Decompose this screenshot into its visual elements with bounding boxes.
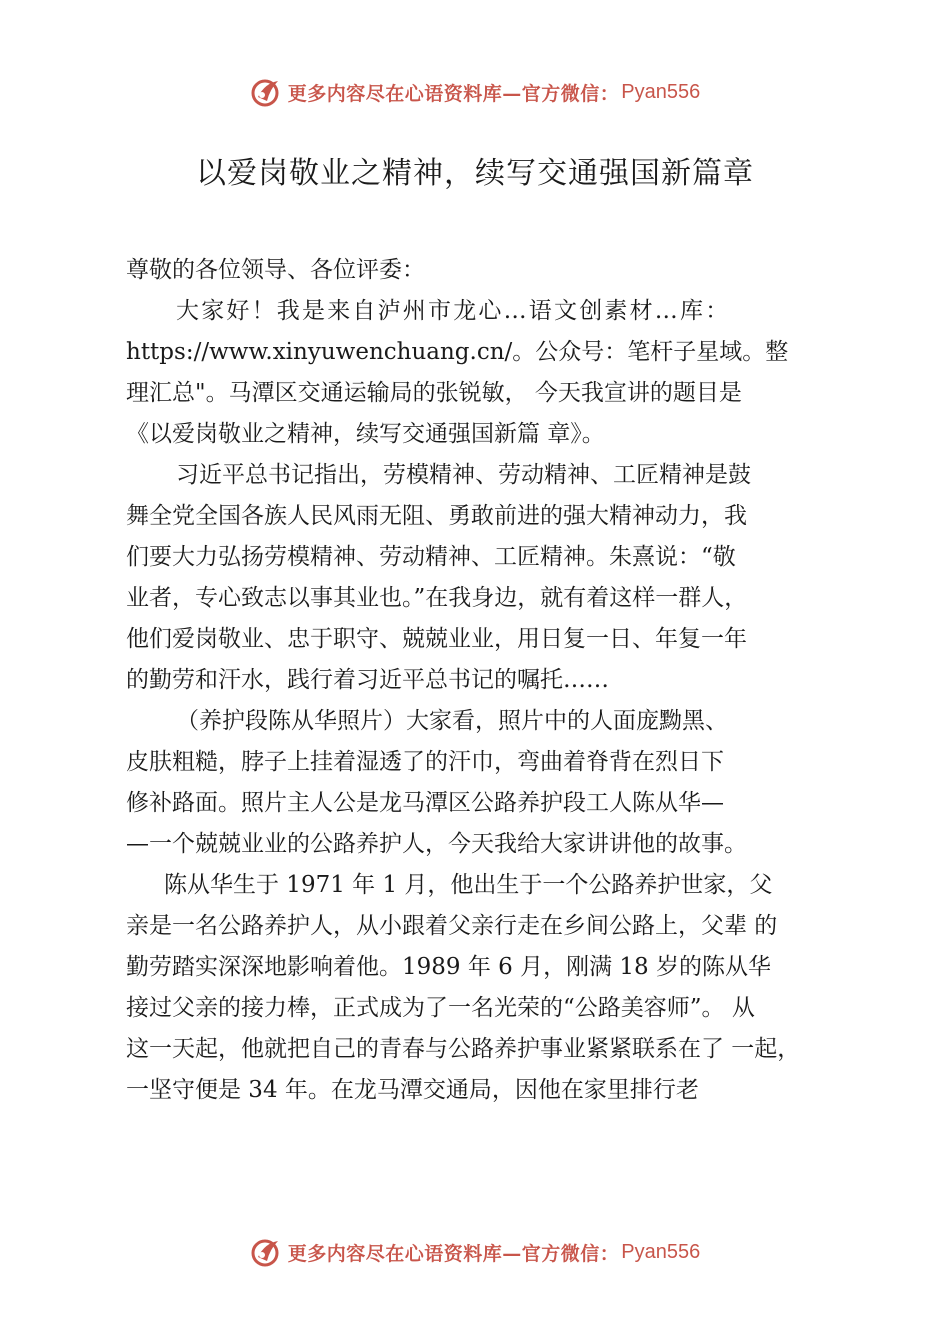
watermark-id: Pyan556 [621,80,701,103]
text-line: 业者，专心致志以事其业也。”在我身边，就有着这样一群人， [126,585,748,611]
watermark-id: Pyan556 [621,1240,701,1263]
text-line: 一坚守便是 34 年。在龙马潭交通局，因他在家里排行老 [126,1077,699,1103]
text-line: —一个兢兢业业的公路养护人，今天我给大家讲讲他的故事。 [126,831,747,857]
brand-logo-icon [250,1235,284,1269]
brand-logo-icon [250,75,284,109]
text-line: 接过父亲的接力棒，正式成为了一名光荣的“公路美容师”。 从 [126,995,755,1021]
text-line: 修补路面。照片主人公是龙马潭区公路养护段工人陈从华— [126,790,724,816]
text-line: 理汇总"。马潭区交通运输局的张锐敏， 今天我宣讲的题目是 [126,380,742,406]
watermark-text: 更多内容尽在心语资料库—官方微信： [287,1242,620,1265]
text-line: 的勤劳和汗水，践行着习近平总书记的嘱托…… [126,667,609,693]
text-line: 《以爱岗敬业之精神，续写交通强国新篇 章》。 [126,421,605,447]
text-line: 舞全党全国各族人民风雨无阻、勇敢前进的强大精神动力，我 [126,503,747,529]
watermark-banner-bottom [0,1232,950,1272]
document-title: 以爱岗敬业之精神，续写交通强国新篇章 [196,156,754,191]
text-line: 大家好！我是来自泸州市龙心…语文创素材…库： [176,298,731,324]
text-line: 习近平总书记指出，劳模精神、劳动精神、工匠精神是鼓 [176,462,751,488]
text-line: 尊敬的各位领导、各位评委： [126,257,425,283]
watermark-text: 更多内容尽在心语资料库—官方微信： [287,82,620,105]
text-line: 们要大力弘扬劳模精神、劳动精神、工匠精神。朱熹说：“敬 [126,544,736,570]
document-body [126,250,838,1111]
text-line: 亲是一名公路养护人，从小跟着父亲行走在乡间公路上，父辈 的 [126,913,778,939]
text-line: 他们爱岗敬业、忠于职守、兢兢业业，用日复一日、年复一年 [126,626,747,652]
text-line: https://www.xinyuwenchuang.cn/。公众号：笔杆子星域。整 [126,339,789,365]
text-line: 皮肤粗糙，脖子上挂着湿透了的汗巾，弯曲着脊背在烈日下 [126,749,724,775]
text-line: 勤劳踏实深深地影响着他。1989 年 6 月，刚满 18 岁的陈从华 [126,954,771,980]
text-line: （养护段陈从华照片）大家看，照片中的人面庞黝黑、 [176,708,728,734]
text-line: 陈从华生于 1971 年 1 月，他出生于一个公路养护世家，父 [164,872,773,898]
text-line: 这一天起，他就把自己的青春与公路养护事业紧紧联系在了 一起， [126,1036,801,1062]
watermark-banner-top [0,72,950,112]
